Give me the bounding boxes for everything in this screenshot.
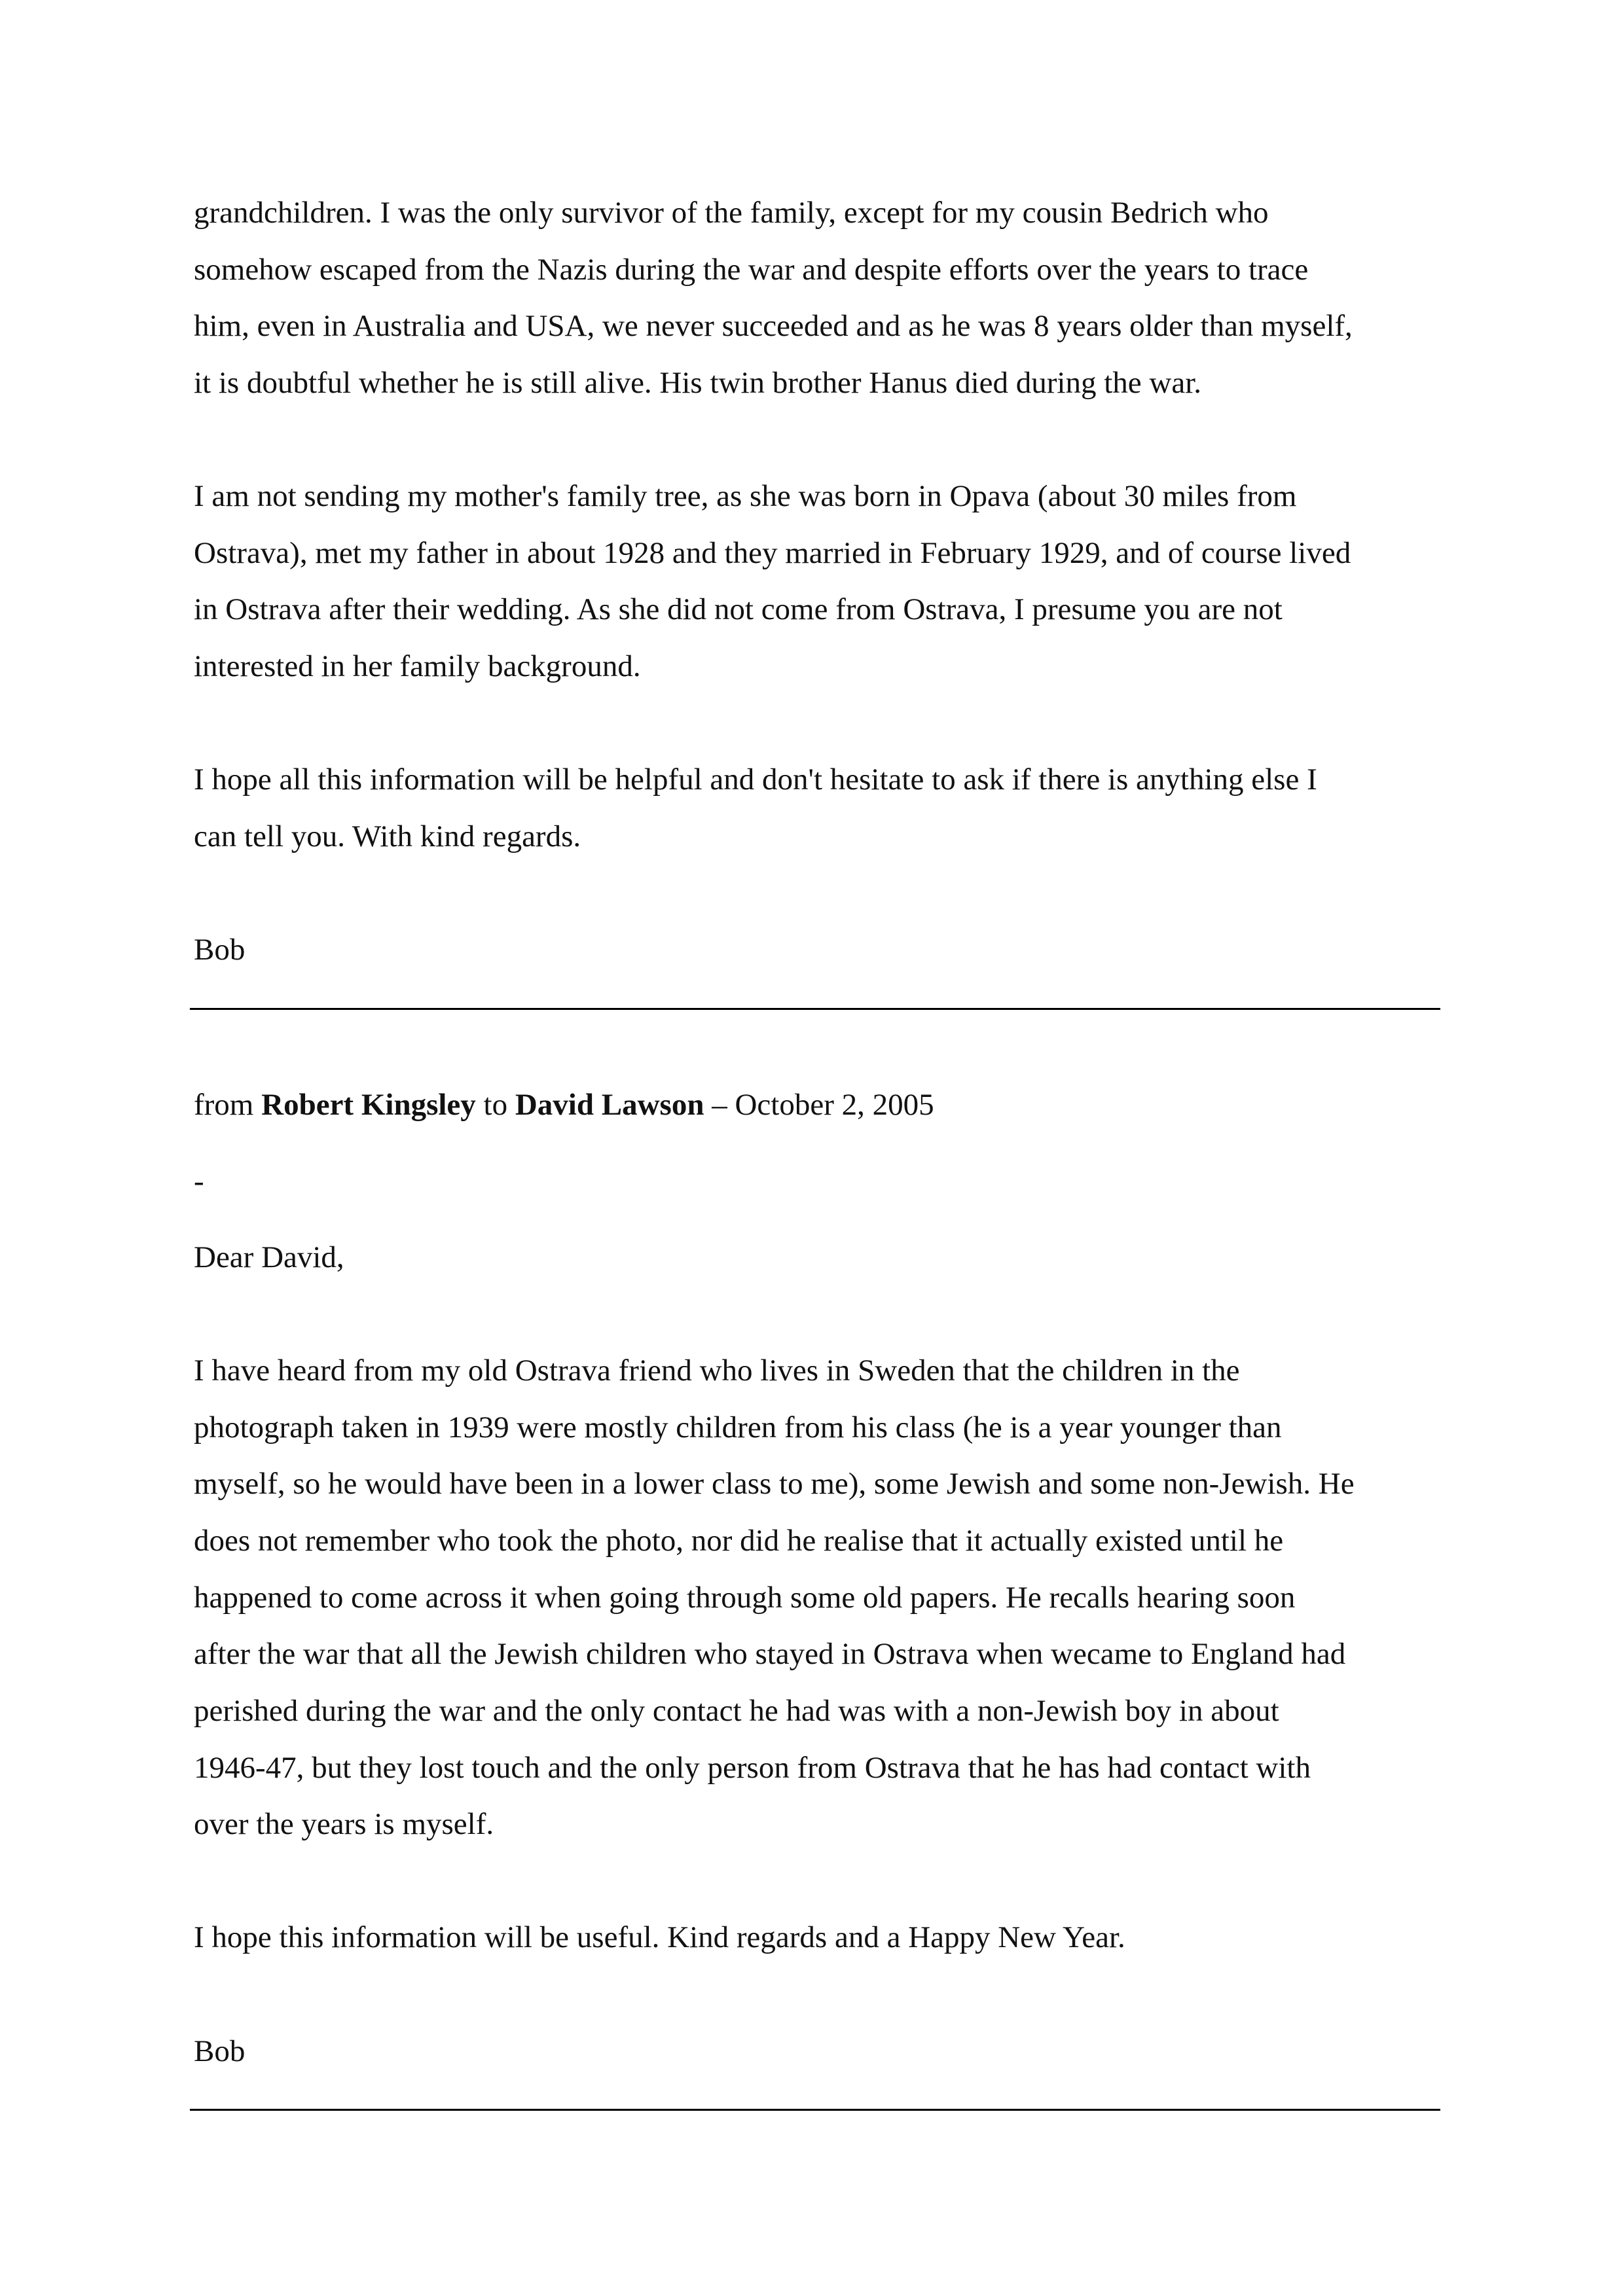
letter2-header <box>194 1085 934 1124</box>
letter2-signature: Bob <box>194 2034 246 2068</box>
letter2-header-to: to <box>475 1088 515 1122</box>
letter2-p1-line-3: myself, so he would have been in a lower class to me), some Jewish and some non-Jewish. He <box>194 1467 1355 1501</box>
letter2-p1-line-9: over the years is myself. <box>194 1807 494 1841</box>
letter1-p2-line-2: Ostrava), met my father in about 1928 and they married in February 1929, and of course lived <box>194 536 1351 570</box>
letter2-header-from: from <box>194 1088 262 1122</box>
letter2-salutation: Dear David, <box>194 1240 344 1274</box>
letter1-p2-line-3: in Ostrava after their wedding. As she did not come from Ostrava, I presume you are not <box>194 592 1283 626</box>
letter2-p2-line-1: I hope this information will be useful. Kind regards and a Happy New Year. <box>194 1920 1125 1954</box>
letter2-date: – October 2, 2005 <box>704 1088 934 1122</box>
letter2-p1-line-5: happened to come across it when going through some old papers. He recalls hearing soon <box>194 1581 1296 1615</box>
letter2-p1-line-8: 1946-47, but they lost touch and the only person from Ostrava that he has had contact with <box>194 1751 1311 1785</box>
separator-rule-1 <box>190 1008 1440 1010</box>
separator-rule-2 <box>190 2109 1440 2111</box>
letter2-recipient: David Lawson <box>515 1088 704 1122</box>
letter1-p1-line-3: him, even in Australia and USA, we never succeeded and as he was 8 years older than myself, <box>194 309 1353 343</box>
letter1-p3-line-2: can tell you. With kind regards. <box>194 819 581 853</box>
letter2-sender: Robert Kingsley <box>261 1088 476 1122</box>
letter1-signature: Bob <box>194 933 246 967</box>
letter1-p1-line-4: it is doubtful whether he is still alive. His twin brother Hanus died during the war. <box>194 366 1201 400</box>
letter2-p1-line-4: does not remember who took the photo, nor did he realise that it actually existed until he <box>194 1524 1284 1558</box>
letter2-p1-line-1: I have heard from my old Ostrava friend who lives in Sweden that the children in the <box>194 1354 1240 1388</box>
letter1-p2-line-1: I am not sending my mother's family tree, as she was born in Opava (about 30 miles from <box>194 479 1297 513</box>
letter1-p1-line-2: somehow escaped from the Nazis during the war and despite efforts over the years to trace <box>194 253 1309 287</box>
letter2-p1-line-6: after the war that all the Jewish children who stayed in Ostrava when wecame to England had <box>194 1637 1346 1671</box>
letter1-p1-line-1: grandchildren. I was the only survivor of the family, except for my cousin Bedrich who <box>194 196 1269 230</box>
letter2-dash: - <box>194 1164 204 1198</box>
letter1-p3-line-1: I hope all this information will be helpful and don't hesitate to ask if there is anything else I <box>194 762 1317 797</box>
letter2-p1-line-2: photograph taken in 1939 were mostly children from his class (he is a year younger than <box>194 1410 1282 1444</box>
letter2-p1-line-7: perished during the war and the only contact he had was with a non-Jewish boy in about <box>194 1694 1279 1728</box>
letter1-p2-line-4: interested in her family background. <box>194 649 641 683</box>
